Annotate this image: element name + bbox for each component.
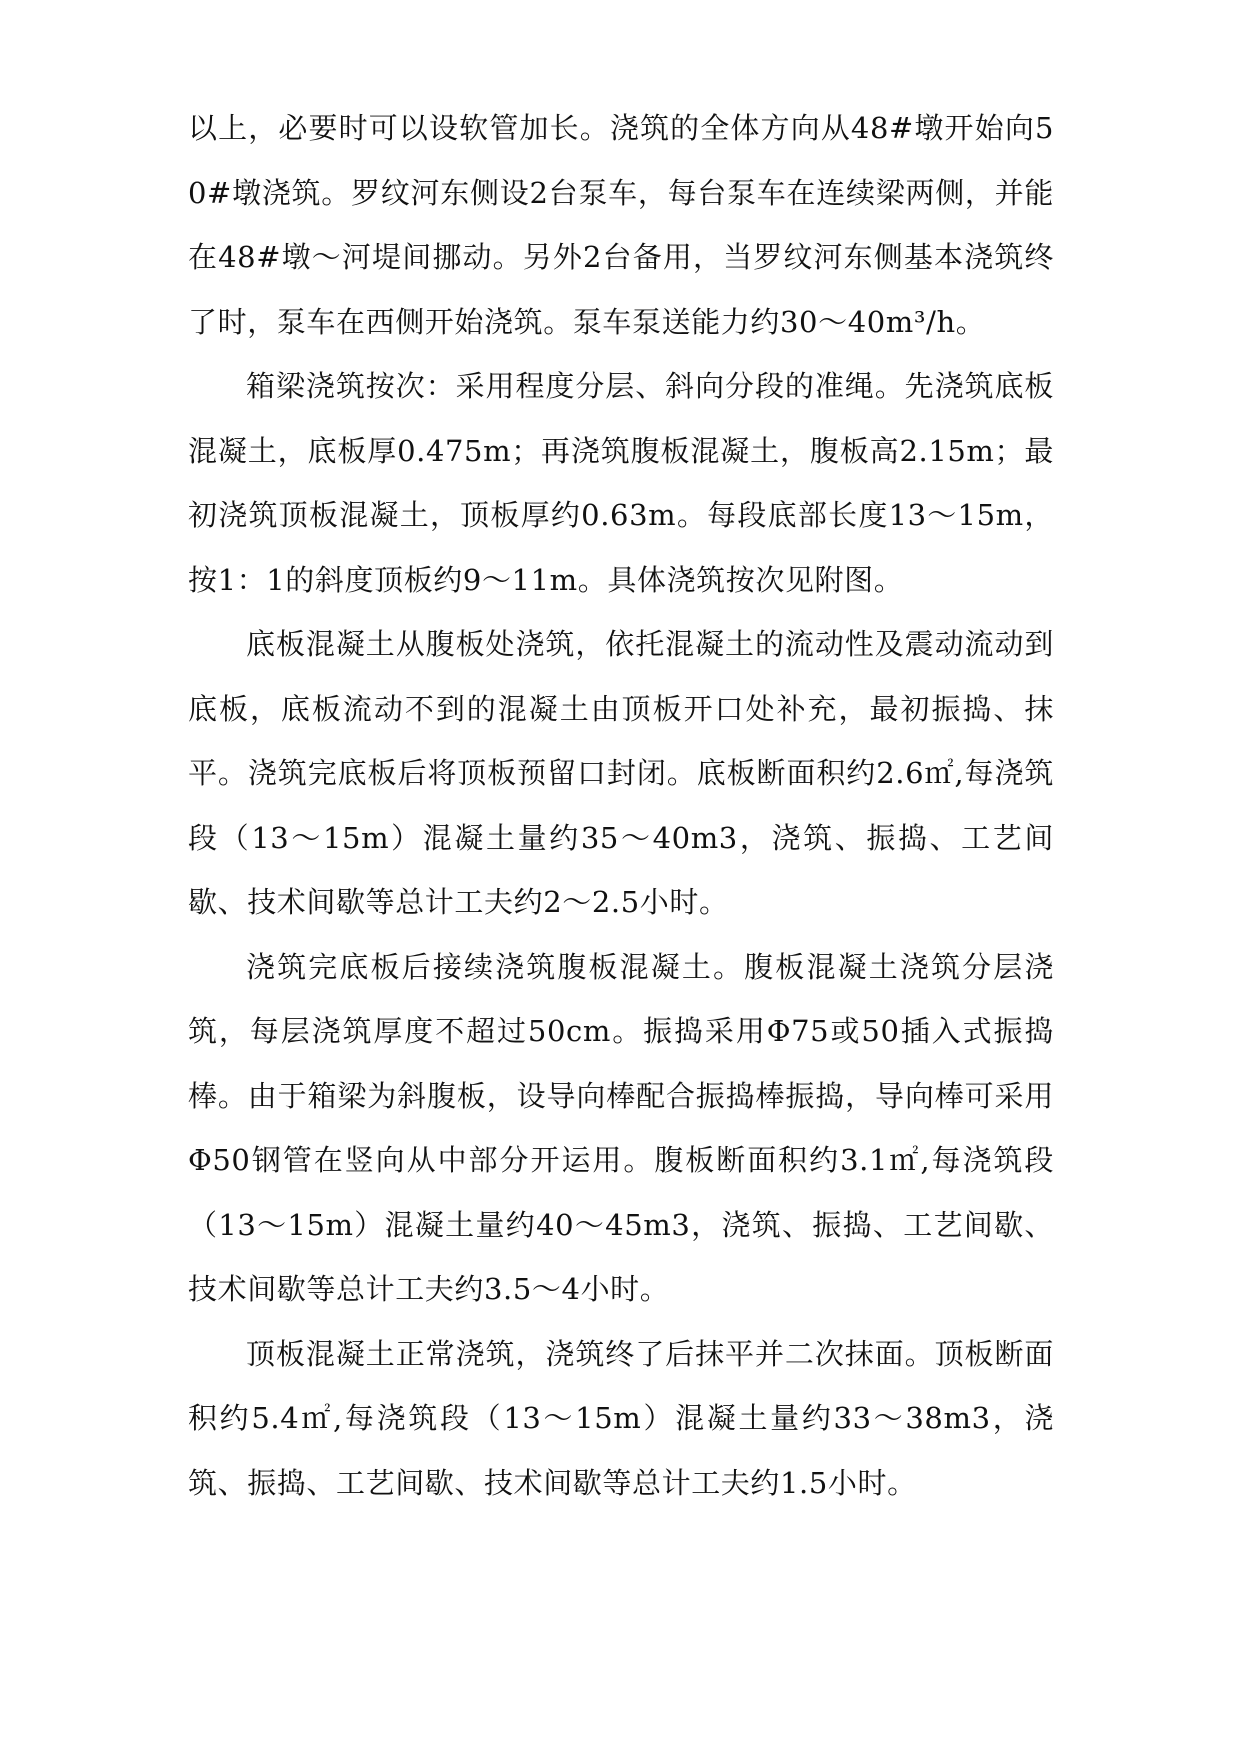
paragraph-top-slab: 顶板混凝土正常浇筑，浇筑终了后抹平并二次抹面。顶板断面积约5.4㎡,每浇筑段（13～15m）混凝土量约33～38m3，浇筑、振捣、工艺间歇、技术间歇等总计工夫约1.5小时。 bbox=[188, 1336, 1054, 1500]
paragraph-pump-setup: 以上，必要时可以设软管加长。浇筑的全体方向从48#墩开始向50#墩浇筑。罗纹河东侧设2台泵车，每台泵车在连续梁两侧，并能在48#墩～河堤间挪动。另外2台备用，当罗纹河东侧基本浇筑终了时，泵车在西侧开始浇筑。泵车泵送能力约30～40m³/h。 bbox=[188, 111, 1054, 339]
paragraph-web-plate: 浇筑完底板后接续浇筑腹板混凝土。腹板混凝土浇筑分层浇筑，每层浇筑厚度不超过50cm。振捣采用Φ75或50插入式振捣棒。由于箱梁为斜腹板，设导向棒配合振捣棒振捣，导向棒可采用Φ50钢管在竖向从中部分开运用。腹板断面积约3.1㎡,每浇筑段（13～15m）混凝土量约40～45m3，浇筑、振捣、工艺间歇、技术间歇等总计工夫约3.5～4小时。 bbox=[188, 949, 1054, 1306]
paragraph-bottom-slab: 底板混凝土从腹板处浇筑，依托混凝土的流动性及震动流动到底板，底板流动不到的混凝土由顶板开口处补充，最初振捣、抹平。浇筑完底板后将顶板预留口封闭。底板断面积约2.6㎡,每浇筑段（13～15m）混凝土量约35～40m3，浇筑、振捣、工艺间歇、技术间歇等总计工夫约2～2.5小时。 bbox=[188, 627, 1054, 919]
document-body bbox=[188, 96, 1054, 1515]
paragraph-pour-sequence: 箱梁浇筑按次：采用程度分层、斜向分段的准绳。先浇筑底板混凝土，底板厚0.475m；再浇筑腹板混凝土，腹板高2.15m；最初浇筑顶板混凝土，顶板厚约0.63m。每段底部长度13～15m，按1：1的斜度顶板约9～11m。具体浇筑按次见附图。 bbox=[188, 369, 1054, 597]
